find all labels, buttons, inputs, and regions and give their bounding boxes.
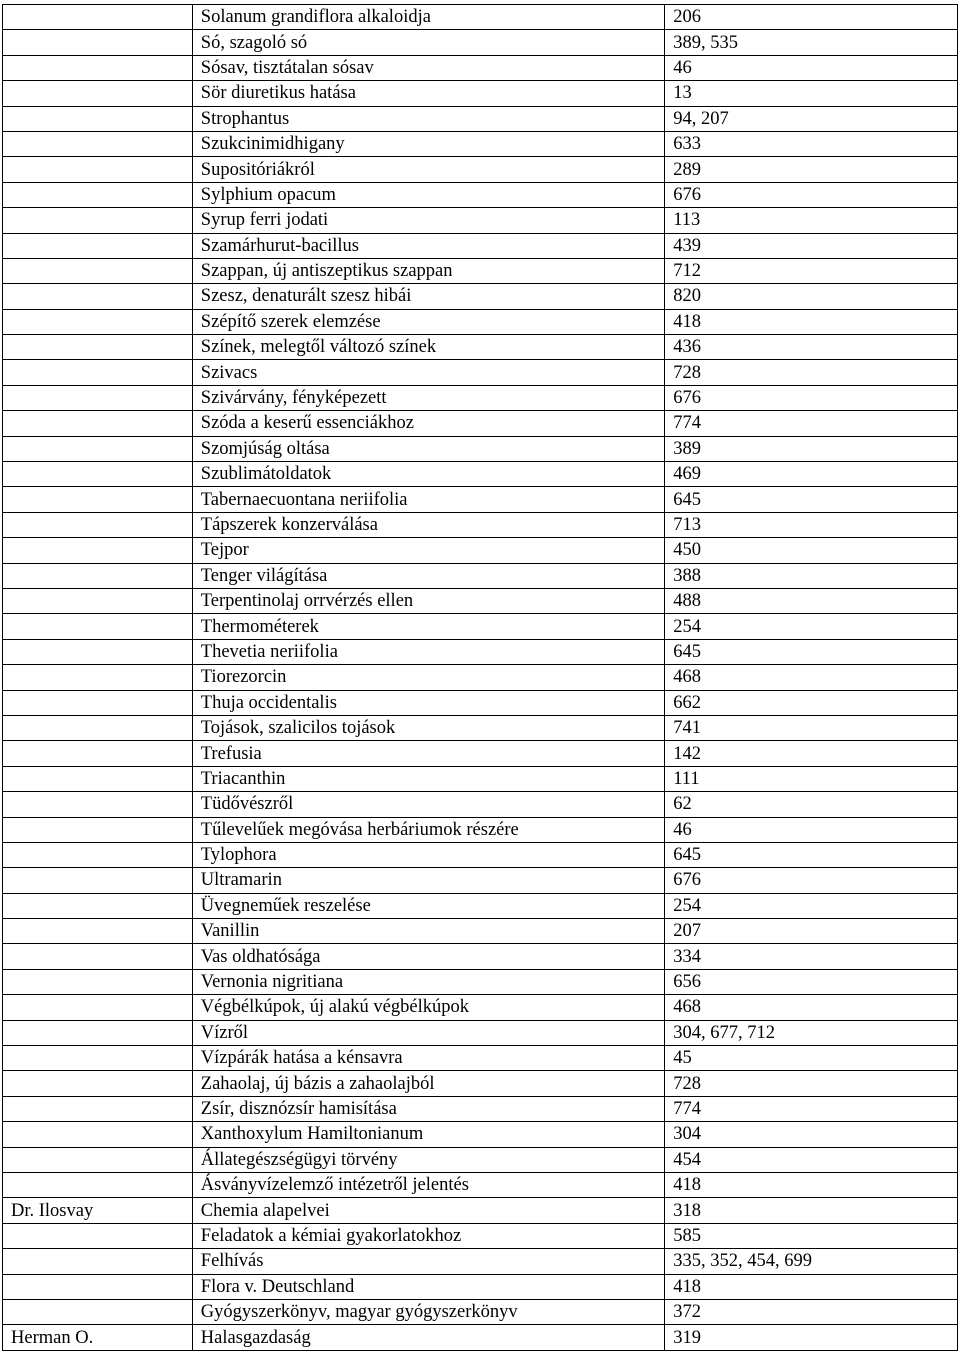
- table-row: [3, 1046, 958, 1071]
- table-row: [3, 690, 958, 715]
- subject-cell: Thevetia neriifolia: [192, 639, 664, 664]
- pages-cell: 142: [665, 741, 958, 766]
- table-row: [3, 893, 958, 918]
- pages-cell: 468: [665, 995, 958, 1020]
- table-row: [3, 1122, 958, 1147]
- pages-cell: 304, 677, 712: [665, 1020, 958, 1045]
- author-cell: [3, 893, 193, 918]
- pages-cell: 418: [665, 309, 958, 334]
- author-cell: [3, 1122, 193, 1147]
- table-row: [3, 817, 958, 842]
- table-row: [3, 944, 958, 969]
- subject-cell: Felhívás: [192, 1249, 664, 1274]
- author-cell: [3, 233, 193, 258]
- pages-cell: 207: [665, 919, 958, 944]
- author-cell: [3, 1249, 193, 1274]
- subject-cell: Thermométerek: [192, 614, 664, 639]
- author-cell: [3, 436, 193, 461]
- pages-cell: 46: [665, 55, 958, 80]
- pages-cell: 656: [665, 969, 958, 994]
- author-cell: [3, 1096, 193, 1121]
- subject-cell: Vernonia nigritiana: [192, 969, 664, 994]
- subject-cell: Trefusia: [192, 741, 664, 766]
- author-cell: [3, 411, 193, 436]
- pages-cell: 254: [665, 614, 958, 639]
- table-row: [3, 614, 958, 639]
- pages-cell: 645: [665, 842, 958, 867]
- pages-cell: 319: [665, 1325, 958, 1350]
- pages-cell: 488: [665, 588, 958, 613]
- table-row: [3, 258, 958, 283]
- author-cell: [3, 766, 193, 791]
- author-cell: [3, 792, 193, 817]
- subject-cell: Állategészségügyi törvény: [192, 1147, 664, 1172]
- table-row: [3, 131, 958, 156]
- pages-cell: 418: [665, 1274, 958, 1299]
- subject-cell: Strophantus: [192, 106, 664, 131]
- pages-cell: 334: [665, 944, 958, 969]
- table-row: [3, 969, 958, 994]
- author-cell: [3, 182, 193, 207]
- author-cell: [3, 868, 193, 893]
- pages-cell: 111: [665, 766, 958, 791]
- pages-cell: 418: [665, 1172, 958, 1197]
- table-row: [3, 335, 958, 360]
- pages-cell: 62: [665, 792, 958, 817]
- author-cell: [3, 360, 193, 385]
- subject-cell: Flora v. Deutschland: [192, 1274, 664, 1299]
- table-row: [3, 868, 958, 893]
- subject-cell: Zsír, disznózsír hamisítása: [192, 1096, 664, 1121]
- pages-cell: 13: [665, 81, 958, 106]
- author-cell: [3, 741, 193, 766]
- author-cell: [3, 690, 193, 715]
- author-cell: [3, 106, 193, 131]
- subject-cell: Terpentinolaj orrvérzés ellen: [192, 588, 664, 613]
- pages-cell: 45: [665, 1046, 958, 1071]
- subject-cell: Üvegneműek reszelése: [192, 893, 664, 918]
- author-cell: [3, 335, 193, 360]
- author-cell: [3, 944, 193, 969]
- pages-cell: 712: [665, 258, 958, 283]
- subject-cell: Thuja occidentalis: [192, 690, 664, 715]
- subject-cell: Színek, melegtől változó színek: [192, 335, 664, 360]
- table-row: [3, 512, 958, 537]
- subject-cell: Vízpárák hatása a kénsavra: [192, 1046, 664, 1071]
- pages-cell: 676: [665, 868, 958, 893]
- subject-cell: Tüdővészről: [192, 792, 664, 817]
- subject-cell: Szamárhurut-bacillus: [192, 233, 664, 258]
- table-row: [3, 1223, 958, 1248]
- author-cell: [3, 1172, 193, 1197]
- table-row: [3, 741, 958, 766]
- index-table: [2, 4, 958, 1351]
- subject-cell: Zahaolaj, új bázis a zahaolajból: [192, 1071, 664, 1096]
- author-cell: [3, 1274, 193, 1299]
- author-cell: [3, 1299, 193, 1324]
- author-cell: Dr. Ilosvay: [3, 1198, 193, 1223]
- pages-cell: 454: [665, 1147, 958, 1172]
- subject-cell: Tiorezorcin: [192, 665, 664, 690]
- table-row: [3, 360, 958, 385]
- author-cell: [3, 309, 193, 334]
- table-row: [3, 487, 958, 512]
- subject-cell: Szivacs: [192, 360, 664, 385]
- subject-cell: Sylphium opacum: [192, 182, 664, 207]
- table-row: [3, 588, 958, 613]
- pages-cell: 388: [665, 563, 958, 588]
- author-cell: Herman O.: [3, 1325, 193, 1350]
- table-row: [3, 639, 958, 664]
- subject-cell: Szukcinimidhigany: [192, 131, 664, 156]
- pages-cell: 633: [665, 131, 958, 156]
- subject-cell: Szépítő szerek elemzése: [192, 309, 664, 334]
- table-row: [3, 106, 958, 131]
- pages-cell: 741: [665, 715, 958, 740]
- subject-cell: Tenger világítása: [192, 563, 664, 588]
- subject-cell: Feladatok a kémiai gyakorlatokhoz: [192, 1223, 664, 1248]
- table-row: [3, 462, 958, 487]
- pages-cell: 662: [665, 690, 958, 715]
- subject-cell: Syrup ferri jodati: [192, 208, 664, 233]
- author-cell: [3, 462, 193, 487]
- pages-cell: 389, 535: [665, 30, 958, 55]
- pages-cell: 254: [665, 893, 958, 918]
- pages-cell: 469: [665, 462, 958, 487]
- table-row: [3, 1096, 958, 1121]
- pages-cell: 436: [665, 335, 958, 360]
- author-cell: [3, 1046, 193, 1071]
- pages-cell: 94, 207: [665, 106, 958, 131]
- table-row: [3, 157, 958, 182]
- author-cell: [3, 258, 193, 283]
- subject-cell: Szesz, denaturált szesz hibái: [192, 284, 664, 309]
- pages-cell: 774: [665, 1096, 958, 1121]
- subject-cell: Tojások, szalicilos tojások: [192, 715, 664, 740]
- author-cell: [3, 817, 193, 842]
- table-row: [3, 81, 958, 106]
- subject-cell: Ultramarin: [192, 868, 664, 893]
- subject-cell: Sósav, tisztátalan sósav: [192, 55, 664, 80]
- table-row: [3, 55, 958, 80]
- author-cell: [3, 614, 193, 639]
- author-cell: [3, 538, 193, 563]
- pages-cell: 728: [665, 1071, 958, 1096]
- author-cell: [3, 5, 193, 30]
- table-row: [3, 309, 958, 334]
- pages-cell: 468: [665, 665, 958, 690]
- table-row: [3, 1274, 958, 1299]
- subject-cell: Xanthoxylum Hamiltonianum: [192, 1122, 664, 1147]
- table-row: [3, 665, 958, 690]
- author-cell: [3, 715, 193, 740]
- pages-cell: 372: [665, 1299, 958, 1324]
- subject-cell: Szóda a keserű essenciákhoz: [192, 411, 664, 436]
- pages-cell: 289: [665, 157, 958, 182]
- table-row: [3, 284, 958, 309]
- table-row: [3, 766, 958, 791]
- table-row: [3, 995, 958, 1020]
- author-cell: [3, 665, 193, 690]
- author-cell: [3, 157, 193, 182]
- table-row: [3, 436, 958, 461]
- subject-cell: Sör diuretikus hatása: [192, 81, 664, 106]
- author-cell: [3, 969, 193, 994]
- author-cell: [3, 639, 193, 664]
- pages-cell: 304: [665, 1122, 958, 1147]
- table-row: [3, 1147, 958, 1172]
- author-cell: [3, 1223, 193, 1248]
- subject-cell: Ásványvízelemző intézetről jelentés: [192, 1172, 664, 1197]
- table-row: [3, 919, 958, 944]
- pages-cell: 46: [665, 817, 958, 842]
- subject-cell: Halasgazdaság: [192, 1325, 664, 1350]
- table-row: [3, 411, 958, 436]
- author-cell: [3, 919, 193, 944]
- table-row: [3, 1071, 958, 1096]
- subject-cell: Tejpor: [192, 538, 664, 563]
- table-row: [3, 538, 958, 563]
- table-row: [3, 208, 958, 233]
- author-cell: [3, 30, 193, 55]
- table-row: [3, 792, 958, 817]
- table-row: [3, 385, 958, 410]
- author-cell: [3, 208, 193, 233]
- subject-cell: Chemia alapelvei: [192, 1198, 664, 1223]
- pages-cell: 439: [665, 233, 958, 258]
- subject-cell: Vas oldhatósága: [192, 944, 664, 969]
- subject-cell: Tabernaecuontana neriifolia: [192, 487, 664, 512]
- author-cell: [3, 563, 193, 588]
- author-cell: [3, 55, 193, 80]
- pages-cell: 645: [665, 639, 958, 664]
- subject-cell: Só, szagoló só: [192, 30, 664, 55]
- pages-cell: 450: [665, 538, 958, 563]
- author-cell: [3, 385, 193, 410]
- author-cell: [3, 487, 193, 512]
- pages-cell: 713: [665, 512, 958, 537]
- author-cell: [3, 81, 193, 106]
- pages-cell: 728: [665, 360, 958, 385]
- pages-cell: 676: [665, 182, 958, 207]
- subject-cell: Szomjúság oltása: [192, 436, 664, 461]
- table-row: [3, 1020, 958, 1045]
- subject-cell: Szivárvány, fényképezett: [192, 385, 664, 410]
- table-row: [3, 233, 958, 258]
- table-row: [3, 1249, 958, 1274]
- subject-cell: Supositóriákról: [192, 157, 664, 182]
- pages-cell: 585: [665, 1223, 958, 1248]
- table-row: [3, 5, 958, 30]
- author-cell: [3, 1020, 193, 1045]
- table-row: [3, 842, 958, 867]
- pages-cell: 318: [665, 1198, 958, 1223]
- subject-cell: Tylophora: [192, 842, 664, 867]
- subject-cell: Tápszerek konzerválása: [192, 512, 664, 537]
- pages-cell: 206: [665, 5, 958, 30]
- author-cell: [3, 284, 193, 309]
- subject-cell: Tűlevelűek megóvása herbáriumok részére: [192, 817, 664, 842]
- subject-cell: Gyógyszerkönyv, magyar gyógyszerkönyv: [192, 1299, 664, 1324]
- subject-cell: Triacanthin: [192, 766, 664, 791]
- author-cell: [3, 131, 193, 156]
- pages-cell: 645: [665, 487, 958, 512]
- pages-cell: 676: [665, 385, 958, 410]
- author-cell: [3, 995, 193, 1020]
- pages-cell: 113: [665, 208, 958, 233]
- subject-cell: Szappan, új antiszeptikus szappan: [192, 258, 664, 283]
- table-row: [3, 715, 958, 740]
- author-cell: [3, 512, 193, 537]
- table-row: [3, 182, 958, 207]
- author-cell: [3, 842, 193, 867]
- table-row: [3, 1325, 958, 1350]
- subject-cell: Szublimátoldatok: [192, 462, 664, 487]
- author-cell: [3, 1147, 193, 1172]
- table-row: [3, 563, 958, 588]
- subject-cell: Solanum grandiflora alkaloidja: [192, 5, 664, 30]
- subject-cell: Végbélkúpok, új alakú végbélkúpok: [192, 995, 664, 1020]
- pages-cell: 774: [665, 411, 958, 436]
- table-row: [3, 1299, 958, 1324]
- table-row: [3, 1172, 958, 1197]
- author-cell: [3, 588, 193, 613]
- table-row: [3, 1198, 958, 1223]
- pages-cell: 389: [665, 436, 958, 461]
- index-table-body: [3, 5, 958, 1351]
- author-cell: [3, 1071, 193, 1096]
- pages-cell: 335, 352, 454, 699: [665, 1249, 958, 1274]
- table-row: [3, 30, 958, 55]
- subject-cell: Vanillin: [192, 919, 664, 944]
- subject-cell: Vízről: [192, 1020, 664, 1045]
- pages-cell: 820: [665, 284, 958, 309]
